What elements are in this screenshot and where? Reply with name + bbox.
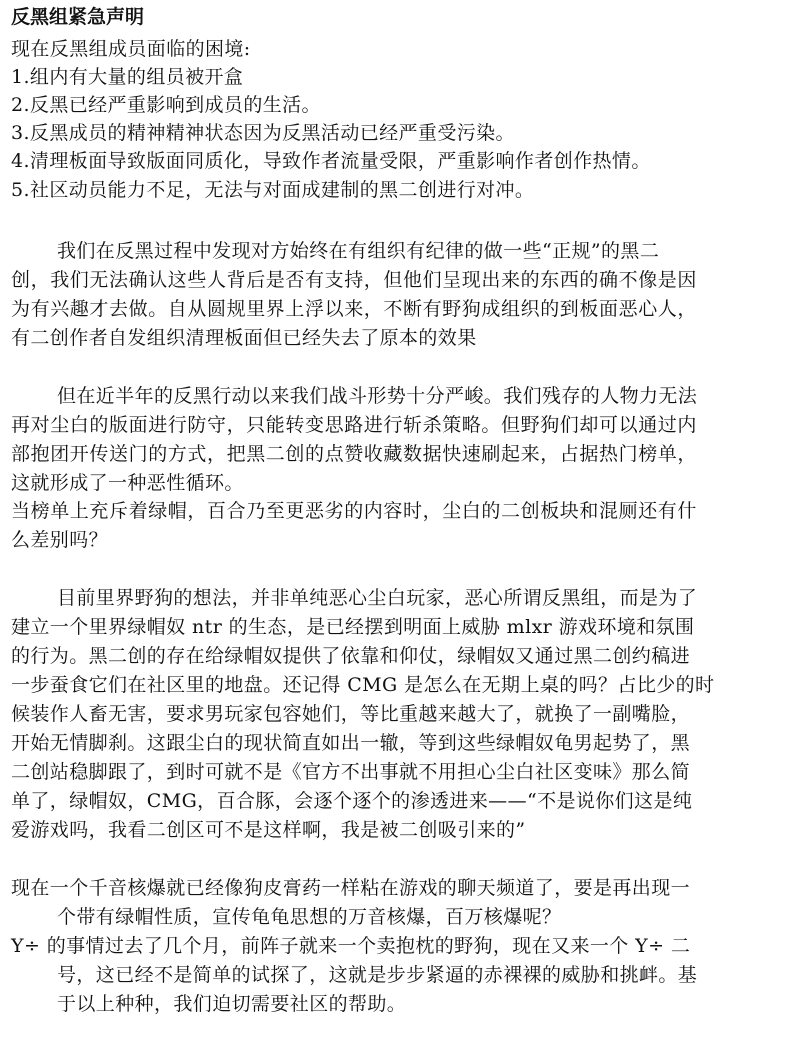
paragraph-line: 候装作人畜无害，要求男玩家包容她们，等比重越来越大了，就换了一副嘴脸， (11, 703, 691, 725)
list-item: 3.反黑成员的精神精神状态因为反黑活动已经严重受污染。 (11, 122, 515, 144)
paragraph-line: 为有兴趣才去做。自从圆规里界上浮以来，不断有野狗成组织的到板面恶心人， (11, 298, 698, 320)
list-item: 2.反黑已经严重影响到成员的生活。 (11, 94, 321, 116)
paragraph-line: 目前里界野狗的想法，并非单纯恶心尘白玩家，恶心所谓反黑组，而是为了 (57, 587, 698, 609)
document-title: 反黑组紧急声明 (11, 6, 145, 28)
paragraph-line: 一步蚕食它们在社区里的地盘。还记得 CMG 是怎么在无期上桌的吗？占比少的时 (11, 674, 715, 696)
list-item: 1.组内有大量的组员被开盒 (11, 66, 244, 88)
paragraph-line: 创，我们无法确认这些人背后是否有支持，但他们呈现出来的东西的确不像是因 (11, 269, 698, 291)
paragraph-line: 但在近半年的反黑行动以来我们战斗形势十分严峻。我们残存的人物力无法 (57, 385, 698, 407)
paragraph-line: 再对尘白的版面进行防守，只能转变思路进行斩杀策略。但野狗们却可以通过内 (11, 414, 698, 436)
paragraph-line: 有二创作者自发组织清理板面但已经失去了原本的效果 (11, 327, 477, 349)
paragraph-line: 二创站稳脚跟了，到时可就不是《官方不出事就不用担心尘白社区变味》那么简 (11, 761, 691, 783)
list-item: 5.社区动员能力不足，无法与对面成建制的黑二创进行对冲。 (11, 179, 535, 201)
paragraph-line: 爱游戏吗，我看二创区可不是这样啊，我是被二创吸引来的” (11, 819, 526, 841)
paragraph-line: 个带有绿帽性质，宣传龟龟思想的万音核爆，百万核爆呢？ (57, 906, 562, 928)
paragraph-line: 单了，绿帽奴，CMG，百合豚，会逐个逐个的渗透进来——“不是说你们这是纯 (11, 790, 693, 812)
paragraph-line: 建立一个里界绿帽奴 ntr 的生态，是已经摆到明面上威胁 mlxr 游戏环境和氛围 (11, 616, 695, 638)
paragraph-line: 现在一个千音核爆就已经像狗皮膏药一样粘在游戏的聊天频道了，要是再出现一 (11, 877, 691, 899)
paragraph-line: 我们在反黑过程中发现对方始终在有组织有纪律的做一些“正规”的黑二 (57, 240, 660, 262)
paragraph-line: 于以上种种，我们迫切需要社区的帮助。 (57, 993, 407, 1015)
intro-line: 现在反黑组成员面临的困境: (11, 38, 251, 60)
paragraph-line: 开始无情脚刹。这跟尘白的现状简直如出一辙，等到这些绿帽奴龟男起势了，黑 (11, 732, 691, 754)
paragraph-line: 的行为。黑二创的存在给绿帽奴提供了依靠和仰仗，绿帽奴又通过黑二创约稿进 (11, 645, 691, 667)
paragraph-line: 么差别吗？ (11, 529, 109, 551)
paragraph-line: 这就形成了一种恶性循环。 (11, 472, 244, 494)
paragraph-line: 当榜单上充斥着绿帽，百合乃至更恶劣的内容时，尘白的二创板块和混厕还有什 (11, 500, 698, 522)
paragraph-line: 号，这已经不是简单的试探了，这就是步步紧逼的赤裸裸的威胁和挑衅。基 (57, 964, 698, 986)
paragraph-line: Y÷ 的事情过去了几个月，前阵子就来一个卖抱枕的野狗，现在又来一个 Y÷ 二 (11, 935, 691, 957)
list-item: 4.清理板面导致版面同质化，导致作者流量受限，严重影响作者创作热情。 (11, 150, 651, 172)
paragraph-line: 部抱团开传送门的方式，把黑二创的点赞收藏数据快速刷起来，占据热门榜单， (11, 443, 698, 465)
